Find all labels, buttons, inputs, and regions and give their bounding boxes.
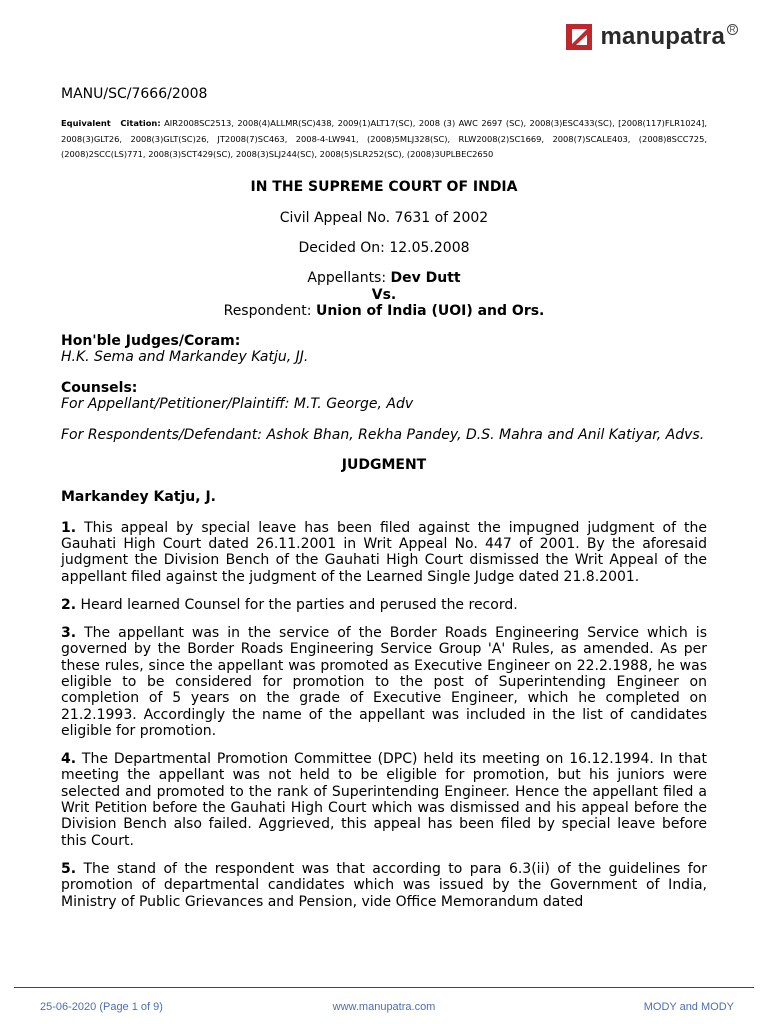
respondent-counsel: For Respondents/Defendant: Ashok Bhan, Rekha Pandey, D.S. Mahra and Anil Katiyar, Advs. [61, 426, 705, 443]
footer-website-link[interactable]: www.manupatra.com [332, 1001, 436, 1013]
citation-text: AIR2008SC2513, 2008(4)ALLMR(SC)438, 2009(1)ALT17(SC), 2008 (3) AWC 2697 (SC), 2008(3)ESC433(SC), [2008(117)FLR1024], 2008(3)GLT26, 2008(3)GLT(SC)26, JT2008(7)SC463, 2008-4-LW941, (2008)5MLJ328(SC), RLW2008(2)SC1669, 2008(7)SCALE403, (2008)8SCC725, (2008)2SCC(LS)771, 2008(3)SCT429(SC), 2008(3)SLJ244(SC), 2008(5)SLR252(SC), (2008)3UPLBEC2650 [61, 118, 707, 160]
counsels-heading: Counsels: [61, 379, 138, 396]
paragraph-number: 1. [61, 519, 77, 536]
document-body [61, 86, 707, 922]
document-id: MANU/SC/7666/2008 [61, 86, 208, 102]
appellant-counsel: For Appellant/Petitioner/Plaintiff: M.T. George, Adv [61, 396, 414, 413]
decision-date: Decided On: 12.05.2008 [298, 240, 470, 257]
appellants-line [61, 270, 707, 287]
paragraph [61, 861, 707, 910]
equivalent-citation [61, 116, 707, 163]
paragraph-number: 4. [61, 751, 77, 768]
versus: Vs. [371, 286, 397, 303]
counsels-section [61, 380, 707, 413]
paragraph-text: The stand of the respondent was that according to para 6.3(ii) of the guidelines for promotion of departmental candidates which was issued by the Government of India, Ministry of Public Grievances and Pension, vide Office Memorandum dated [61, 860, 707, 910]
paragraph [61, 625, 707, 739]
paragraph-number: 3. [61, 625, 77, 642]
paragraph-text: This appeal by special leave has been filed against the impugned judgment of the Gauhati High Court dated 26.11.2001 in Writ Appeal No. 447 of 2001. By the aforesaid judgment the Division Bench of the Gauhati High Court dismissed the Writ Appeal of the appellant filed against the judgment of the Learned Single Judge dated 21.8.2001. [61, 519, 707, 585]
paragraph [61, 520, 707, 585]
respondent-name: Union of India (UOI) and Ors. [315, 303, 545, 320]
parties [61, 270, 707, 320]
footer-date-page: 25-06-2020 (Page 1 of 9) [40, 1001, 163, 1013]
manupatra-logo [565, 22, 739, 52]
paragraph-text: The Departmental Promotion Committee (DPC) held its meeting on 16.12.1994. In that meeting the appellant was not held to be eligible for promotion, but his juniors were selected and promoted to the rank of Superintending Engineer. Hence the appellant filed a Writ Petition before the Gauhati High Court which was dismissed and his appeal before the Division Bench also failed. Aggrieved, this appeal has been filed by special leave before this Court. [61, 751, 707, 849]
registered-mark: R [727, 24, 738, 35]
paragraph-text: The appellant was in the service of the Border Roads Engineering Service which is governed by the Border Roads Engineering Service Group 'A' Rules, as amended. As per these rules, since the appellant was promoted as Executive Engineer on 22.2.1988, he was eligible to be considered for promotion to the post of Superintending Engineer on completion of 5 years on the grade of Executive Engineer, which he completed on 21.2.1993. Accordingly the name of the appellant was included in the list of candidates eligible for promotion. [61, 625, 707, 739]
judges-section [61, 333, 707, 366]
judgment-heading: JUDGMENT [341, 457, 427, 474]
appellants-name: Dev Dutt [390, 270, 461, 287]
court-name: IN THE SUPREME COURT OF INDIA [250, 179, 518, 196]
respondent-label: Respondent: [223, 303, 316, 320]
case-number: Civil Appeal No. 7631 of 2002 [279, 210, 489, 227]
paragraph-number: 5. [61, 860, 77, 877]
paragraph [61, 597, 707, 613]
appellants-label: Appellants: [307, 270, 391, 287]
paragraph-number: 2. [61, 596, 77, 613]
footer-licensee: MODY and MODY [643, 1001, 734, 1013]
judges-heading: Hon'ble Judges/Coram: [61, 332, 241, 349]
judges-names: H.K. Sema and Markandey Katju, JJ. [61, 349, 309, 366]
judgment-author: Markandey Katju, J. [61, 489, 216, 506]
paragraph-text: Heard learned Counsel for the parties and perused the record. [76, 596, 518, 613]
logo-text: manupatra [600, 23, 725, 50]
paragraph [61, 751, 707, 849]
respondent-line [61, 303, 707, 320]
citation-label: Equivalent Citation: [61, 118, 161, 128]
footer-divider [14, 987, 754, 988]
manupatra-logo-icon [565, 22, 597, 52]
